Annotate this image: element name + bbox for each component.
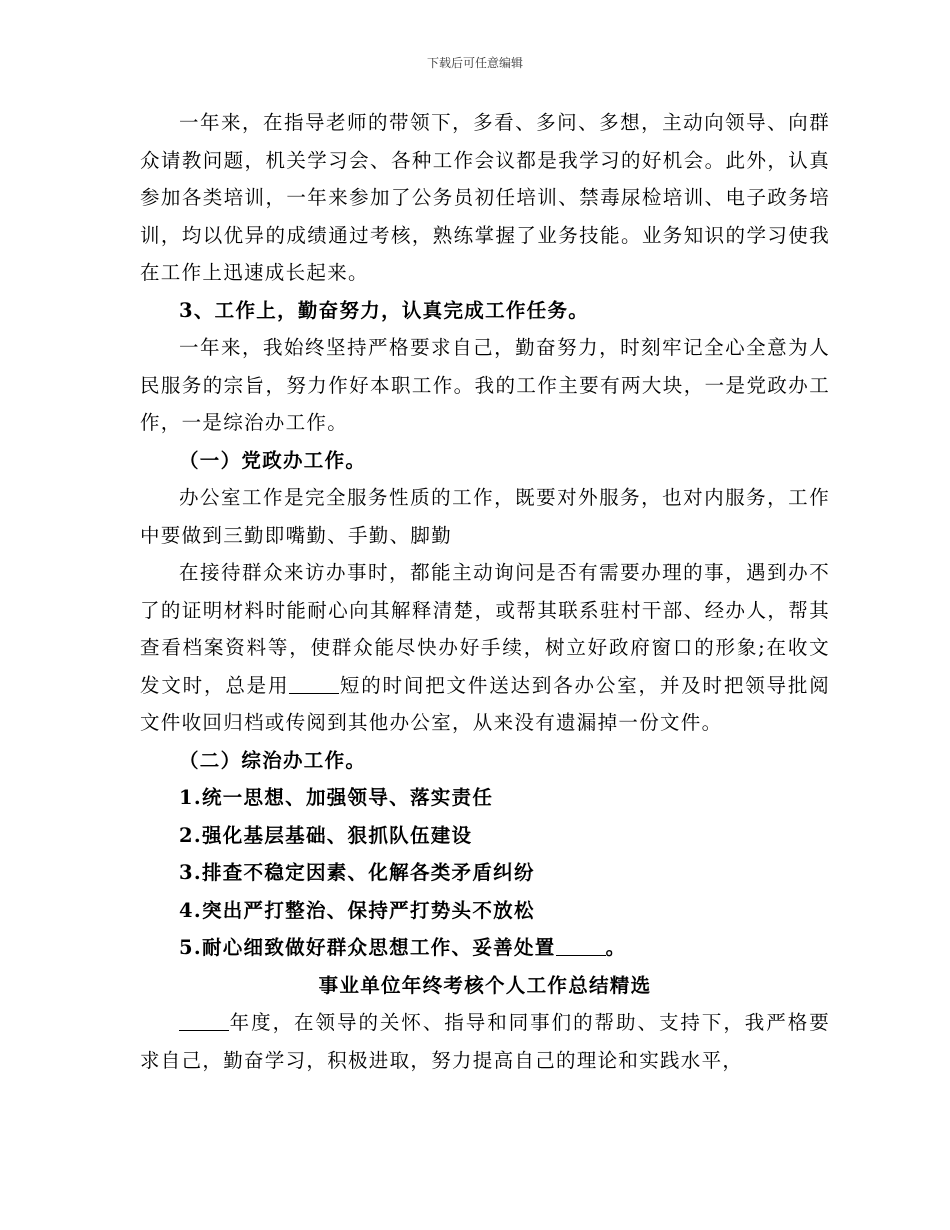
blank-underline <box>179 1010 229 1031</box>
heading-party-office: （一）党政办工作。 <box>179 448 367 472</box>
heading-comprehensive-office: （二）综治办工作。 <box>179 748 367 772</box>
page-header: 下载后可任意编辑 <box>426 56 523 70</box>
list-item-5-end: 。 <box>605 936 627 959</box>
list-item-5 <box>140 929 830 967</box>
paragraph-reception <box>140 554 830 742</box>
section-title: 事业单位年终考核个人工作总结精选 <box>318 973 652 997</box>
reception-text-a: 在接待群众来访办事时，都能主动询问是否有需要办理的事，遇到办不了的证明材料时能耐心向其解释清楚，或帮其联系驻村干部、经办人，帮其查看档案资料等，使群众能尽快办好手续，树立好政府窗口的形象;在收文发文时，总是用 <box>140 561 830 697</box>
paragraph-work-intro: 一年来，我始终坚持严格要求自己，勤奋努力，时刻牢记全心全意为人民服务的宗旨，努力作好本职工作。我的工作主要有两大块，一是党政办工作，一是综治办工作。 <box>140 336 830 434</box>
list-item-4: 4.突出严打整治、保持严打势头不放松 <box>179 898 535 922</box>
blank-underline <box>289 673 339 694</box>
paragraph-year-summary <box>140 1004 830 1079</box>
list-item-1: 1.统一思想、加强领导、落实责任 <box>179 786 494 809</box>
reception-text-b: 短的时间把文件送达到各办公室，并及时把领导批阅文件收回归档或传阅到其他办公室，从来没有遗漏掉一份文件。 <box>140 673 830 734</box>
list-item-3: 3.排查不稳定因素、化解各类矛盾纠纷 <box>179 861 535 884</box>
list-item-5-text: 5.耐心细致做好群众思想工作、妥善处置 <box>179 936 556 959</box>
paragraph-study: 一年来，在指导老师的带领下，多看、多问、多想，主动向领导、向群众请教问题，机关学习会、各种工作会议都是我学习的好机会。此外，认真参加各类培训，一年来参加了公务员初任培训、禁毒尿检培训、电子政务培训，均以优异的成绩通过考核，熟练掌握了业务技能。业务知识的学习使我在工作上迅速成长起来。 <box>140 111 830 284</box>
list-item-2: 2.强化基层基础、狠抓队伍建设 <box>179 823 473 847</box>
heading-work: 3、工作上，勤奋努力，认真完成工作任务。 <box>179 298 590 322</box>
blank-underline <box>556 935 606 956</box>
paragraph-office-service: 办公室工作是完全服务性质的工作，既要对外服务，也对内服务，工作中要做到三勤即嘴勤、手勤、脚勤 <box>140 486 830 547</box>
year-summary-text: 年度，在领导的关怀、指导和同事们的帮助、支持下，我严格要求自己，勤奋学习，积极进取，努力提高自己的理论和实践水平， <box>140 1011 830 1072</box>
document-body <box>140 104 830 1079</box>
